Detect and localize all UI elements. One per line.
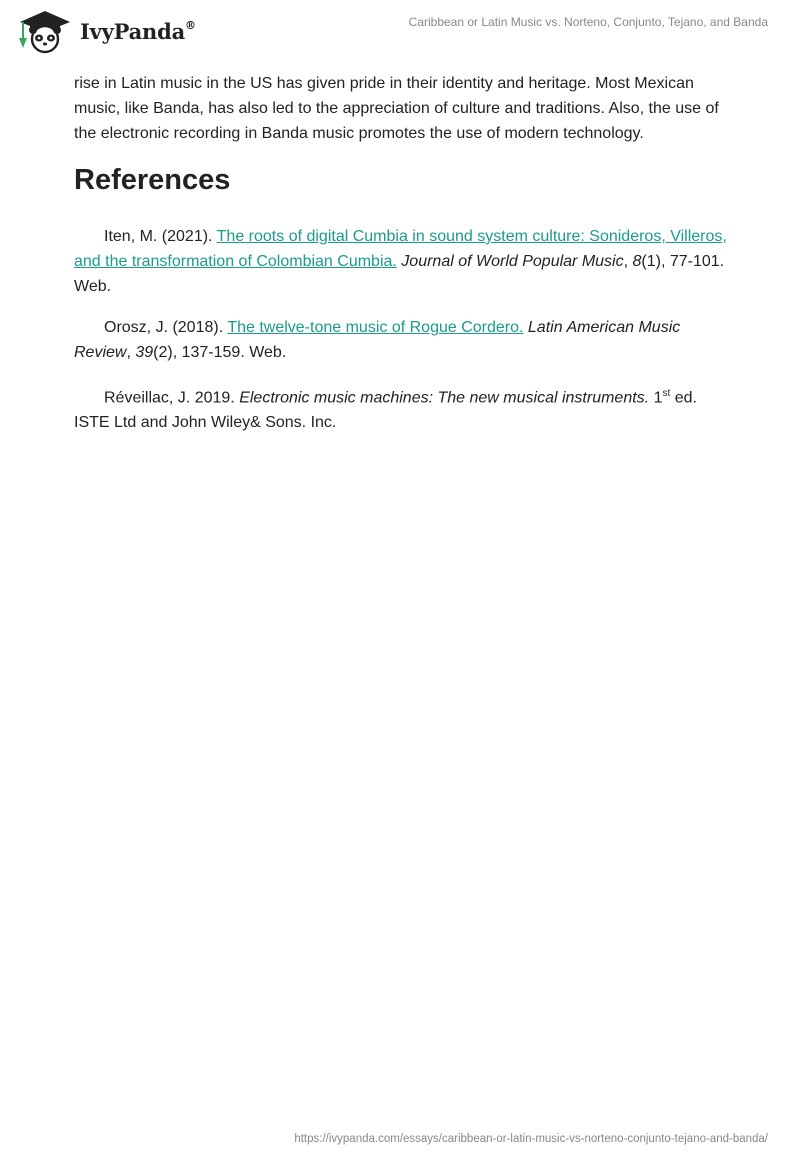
reference-link[interactable]: The roots of digital Cumbia in sound system culture: Sonideros, Villeros, and the transformation of Colombian Cumbia. xyxy=(74,228,727,270)
reference-item: Iten, M. (2021). The roots of digital Cumbia in sound system culture: Sonideros, Villeros, and the transformation of Colombian Cumbia. Journal of World Popular Music, 8(1), 77-101. Web. xyxy=(74,228,727,295)
page-header xyxy=(0,0,800,64)
footer-url[interactable]: https://ivypanda.com/essays/caribbean-or-latin-music-vs-norteno-conjunto-tejano-and-banda/ xyxy=(294,1133,768,1145)
document-title: Caribbean or Latin Music vs. Norteno, Conjunto, Tejano, and Banda xyxy=(408,15,768,29)
essay-body xyxy=(74,71,724,146)
reference-item: Orosz, J. (2018). The twelve-tone music of Rogue Cordero. Latin American Music Review, 39(2), 137-159. Web. xyxy=(74,319,681,361)
body-paragraph: rise in Latin music in the US has given pride in their identity and heritage. Most Mexican music, like Banda, has also led to the appreciation of culture and traditions. Also, the use of the electronic recording in Banda music promotes the use of modern technology. xyxy=(74,75,719,142)
reference-item: Réveillac, J. 2019. Electronic music machines: The new musical instruments. 1st ed. ISTE Ltd and John Wiley& Sons. Inc. xyxy=(74,388,697,432)
logo-text: IvyPanda® xyxy=(80,18,196,44)
panda-graduate-icon xyxy=(14,8,76,54)
registered-mark: ® xyxy=(185,18,196,32)
references-heading: References xyxy=(74,164,231,196)
reference-link[interactable]: The twelve-tone music of Rogue Cordero. xyxy=(227,319,524,336)
ivypanda-logo[interactable] xyxy=(14,8,196,54)
